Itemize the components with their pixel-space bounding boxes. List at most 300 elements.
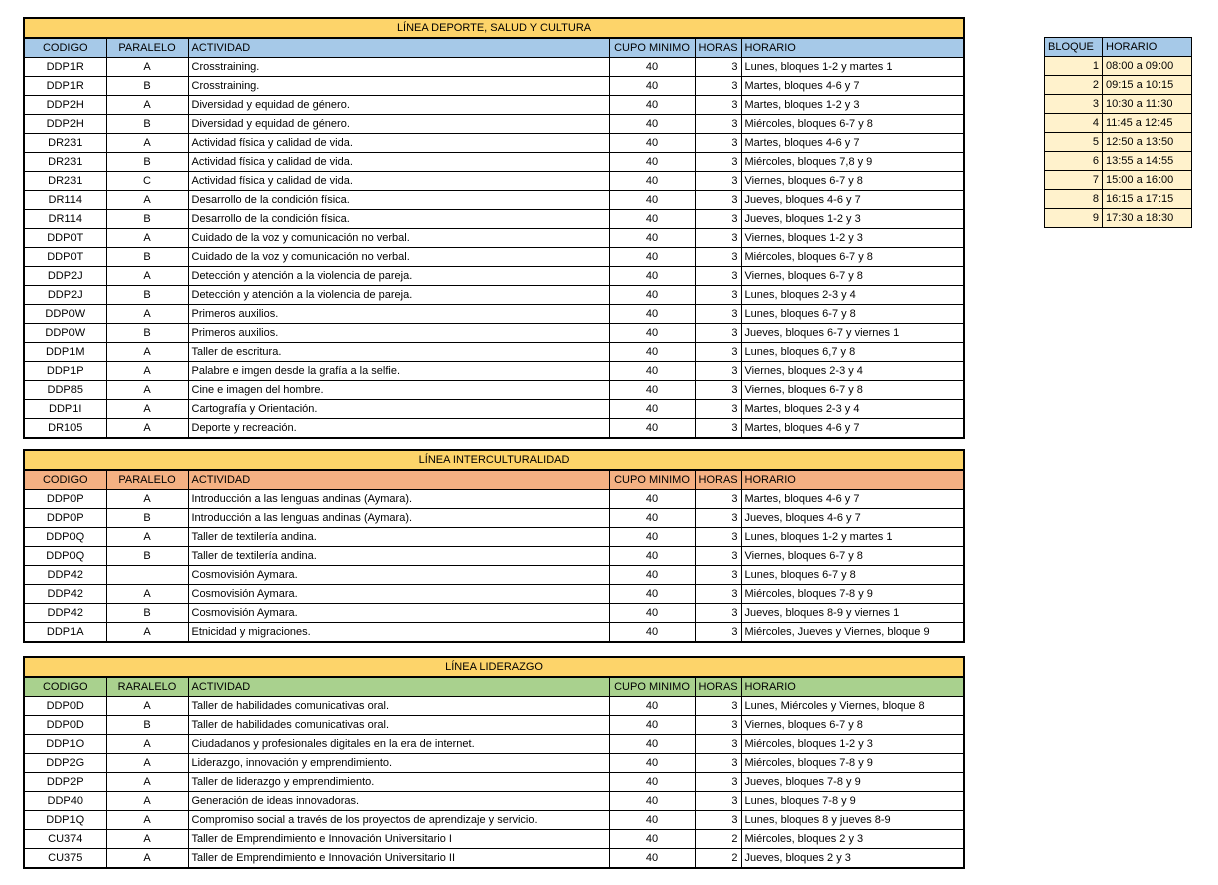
bloque-row	[1045, 57, 1192, 76]
table-row	[24, 585, 964, 604]
cell-horario: Lunes, bloques 6-7 y 8	[741, 566, 964, 585]
cell-paralelo: A	[106, 381, 188, 400]
cell-actividad: Actividad física y calidad de vida.	[188, 134, 609, 153]
cell-codigo: DR231	[24, 153, 106, 172]
cell-horas: 3	[695, 115, 741, 134]
cell-horario: Viernes, bloques 6-7 y 8	[741, 267, 964, 286]
cell-paralelo: C	[106, 172, 188, 191]
bloque-row	[1045, 133, 1192, 152]
cell-actividad: Primeros auxilios.	[188, 324, 609, 343]
cell-paralelo: A	[106, 419, 188, 439]
header-horario: HORARIO	[741, 677, 964, 697]
cell-actividad: Taller de textilería andina.	[188, 547, 609, 566]
cell-actividad: Ciudadanos y profesionales digitales en la era de internet.	[188, 735, 609, 754]
header-horario: HORARIO	[741, 470, 964, 490]
cell-cupo: 40	[609, 77, 695, 96]
cell-cupo: 40	[609, 490, 695, 509]
section-body	[24, 450, 964, 642]
cell-actividad: Cine e imagen del hombre.	[188, 381, 609, 400]
table-row	[24, 248, 964, 267]
cell-paralelo: A	[106, 849, 188, 869]
cell-codigo: DDP42	[24, 566, 106, 585]
cell-horas: 3	[695, 210, 741, 229]
cell-horario: Jueves, bloques 1-2 y 3	[741, 210, 964, 229]
cell-horario: Jueves, bloques 4-6 y 7	[741, 509, 964, 528]
table-row	[24, 830, 964, 849]
cell-horas: 3	[695, 716, 741, 735]
cell-codigo: DDP2H	[24, 115, 106, 134]
section-title-row	[24, 450, 964, 470]
cell-horario: Miércoles, bloques 6-7 y 8	[741, 248, 964, 267]
table-row	[24, 547, 964, 566]
bloque-horario: 10:30 a 11:30	[1103, 95, 1192, 114]
cell-horario: Viernes, bloques 2-3 y 4	[741, 362, 964, 381]
table-row	[24, 792, 964, 811]
cell-horario: Jueves, bloques 4-6 y 7	[741, 191, 964, 210]
cell-paralelo: A	[106, 490, 188, 509]
cell-actividad: Crosstraining.	[188, 58, 609, 77]
header-cupo: CUPO MINIMO	[609, 38, 695, 58]
bloque-horario: 13:55 a 14:55	[1103, 152, 1192, 171]
cell-horas: 3	[695, 792, 741, 811]
cell-codigo: DDP0D	[24, 716, 106, 735]
cell-codigo: DDP42	[24, 604, 106, 623]
table-row	[24, 528, 964, 547]
cell-horas: 3	[695, 735, 741, 754]
cell-horas: 3	[695, 229, 741, 248]
cell-horario: Lunes, bloques 2-3 y 4	[741, 286, 964, 305]
table-interculturalidad	[23, 449, 965, 643]
header-codigo: CODIGO	[24, 677, 106, 697]
table-row	[24, 229, 964, 248]
cell-codigo: DDP0Q	[24, 547, 106, 566]
cell-paralelo: B	[106, 324, 188, 343]
table-row	[24, 697, 964, 716]
table-liderazgo	[23, 656, 965, 869]
cell-cupo: 40	[609, 528, 695, 547]
cell-horas: 3	[695, 400, 741, 419]
bloques-header-bloque: BLOQUE	[1045, 38, 1103, 57]
cell-cupo: 40	[609, 716, 695, 735]
cell-actividad: Taller de escritura.	[188, 343, 609, 362]
cell-paralelo: B	[106, 604, 188, 623]
cell-codigo: DDP2P	[24, 773, 106, 792]
cell-horas: 3	[695, 134, 741, 153]
cell-cupo: 40	[609, 305, 695, 324]
cell-actividad: Cosmovisión Aymara.	[188, 566, 609, 585]
cell-codigo: DDP42	[24, 585, 106, 604]
cell-cupo: 40	[609, 830, 695, 849]
cell-horas: 3	[695, 754, 741, 773]
cell-cupo: 40	[609, 400, 695, 419]
cell-horas: 3	[695, 509, 741, 528]
cell-horas: 3	[695, 343, 741, 362]
cell-paralelo: B	[106, 153, 188, 172]
cell-horario: Viernes, bloques 6-7 y 8	[741, 547, 964, 566]
table-row	[24, 490, 964, 509]
cell-codigo: DDP1M	[24, 343, 106, 362]
cell-horario: Martes, bloques 4-6 y 7	[741, 419, 964, 439]
cell-paralelo: B	[106, 115, 188, 134]
bloque-horario: 15:00 a 16:00	[1103, 171, 1192, 190]
header-cupo: CUPO MINIMO	[609, 470, 695, 490]
cell-horas: 3	[695, 191, 741, 210]
cell-horas: 3	[695, 604, 741, 623]
cell-horario: Lunes, bloques 7-8 y 9	[741, 792, 964, 811]
cell-cupo: 40	[609, 58, 695, 77]
cell-cupo: 40	[609, 362, 695, 381]
cell-horario: Lunes, bloques 6-7 y 8	[741, 305, 964, 324]
cell-cupo: 40	[609, 697, 695, 716]
table-row	[24, 286, 964, 305]
cell-horas: 3	[695, 153, 741, 172]
cell-actividad: Cosmovisión Aymara.	[188, 585, 609, 604]
cell-horas: 3	[695, 96, 741, 115]
cell-cupo: 40	[609, 153, 695, 172]
section-title-row	[24, 657, 964, 677]
header-horas: HORAS	[695, 38, 741, 58]
cell-paralelo: A	[106, 811, 188, 830]
table-row	[24, 754, 964, 773]
cell-actividad: Taller de textilería andina.	[188, 528, 609, 547]
cell-actividad: Taller de habilidades comunicativas oral.	[188, 697, 609, 716]
table-row	[24, 604, 964, 623]
cell-paralelo: A	[106, 400, 188, 419]
cell-paralelo: B	[106, 716, 188, 735]
table-row	[24, 210, 964, 229]
cell-horario: Martes, bloques 4-6 y 7	[741, 77, 964, 96]
cell-horario: Miércoles, bloques 1-2 y 3	[741, 735, 964, 754]
header-codigo: CODIGO	[24, 470, 106, 490]
cell-paralelo: A	[106, 623, 188, 643]
cell-cupo: 40	[609, 585, 695, 604]
cell-horario: Viernes, bloques 1-2 y 3	[741, 229, 964, 248]
cell-horario: Martes, bloques 4-6 y 7	[741, 490, 964, 509]
table-row	[24, 381, 964, 400]
bloque-horario: 09:15 a 10:15	[1103, 76, 1192, 95]
cell-paralelo: A	[106, 830, 188, 849]
table-row	[24, 849, 964, 869]
cell-horas: 3	[695, 381, 741, 400]
cell-actividad: Cartografía y Orientación.	[188, 400, 609, 419]
cell-paralelo: B	[106, 248, 188, 267]
cell-codigo: DDP1Q	[24, 811, 106, 830]
cell-codigo: DDP0P	[24, 490, 106, 509]
cell-actividad: Diversidad y equidad de género.	[188, 96, 609, 115]
table-row	[24, 362, 964, 381]
cell-horas: 3	[695, 58, 741, 77]
cell-paralelo: A	[106, 754, 188, 773]
cell-horario: Jueves, bloques 6-7 y viernes 1	[741, 324, 964, 343]
cell-codigo: DDP0D	[24, 697, 106, 716]
column-header-row	[24, 470, 964, 490]
cell-paralelo: A	[106, 528, 188, 547]
bloque-number: 3	[1045, 95, 1103, 114]
cell-actividad: Desarrollo de la condición física.	[188, 191, 609, 210]
cell-paralelo: A	[106, 191, 188, 210]
cell-codigo: DDP2G	[24, 754, 106, 773]
bloque-number: 1	[1045, 57, 1103, 76]
bloque-number: 5	[1045, 133, 1103, 152]
cell-cupo: 40	[609, 849, 695, 869]
cell-horario: Miércoles, Jueves y Viernes, bloque 9	[741, 623, 964, 643]
bloque-number: 8	[1045, 190, 1103, 209]
cell-horario: Jueves, bloques 2 y 3	[741, 849, 964, 869]
header-paralelo: PARALELO	[106, 470, 188, 490]
cell-cupo: 40	[609, 96, 695, 115]
table-row	[24, 172, 964, 191]
cell-horario: Lunes, bloques 1-2 y martes 1	[741, 58, 964, 77]
table-bloques	[1044, 37, 1192, 228]
cell-actividad: Taller de Emprendimiento e Innovación Universitario II	[188, 849, 609, 869]
table-row	[24, 623, 964, 643]
cell-cupo: 40	[609, 623, 695, 643]
cell-horas: 3	[695, 585, 741, 604]
cell-horario: Martes, bloques 1-2 y 3	[741, 96, 964, 115]
bloque-horario: 17:30 a 18:30	[1103, 209, 1192, 228]
section-title: LÍNEA DEPORTE, SALUD Y CULTURA	[24, 18, 964, 38]
header-actividad: ACTIVIDAD	[188, 470, 609, 490]
cell-codigo: DDP2H	[24, 96, 106, 115]
header-paralelo: PARALELO	[106, 38, 188, 58]
cell-actividad: Introducción a las lenguas andinas (Aymara).	[188, 509, 609, 528]
cell-cupo: 40	[609, 811, 695, 830]
cell-horas: 3	[695, 267, 741, 286]
table-row	[24, 77, 964, 96]
cell-actividad: Detección y atención a la violencia de pareja.	[188, 267, 609, 286]
cell-actividad: Palabre e imgen desde la grafía a la selfie.	[188, 362, 609, 381]
cell-codigo: DDP0W	[24, 324, 106, 343]
cell-codigo: DDP0T	[24, 248, 106, 267]
header-cupo: CUPO MINIMO	[609, 677, 695, 697]
table-row	[24, 716, 964, 735]
cell-paralelo: A	[106, 267, 188, 286]
cell-horario: Viernes, bloques 6-7 y 8	[741, 172, 964, 191]
header-paralelo: RARALELO	[106, 677, 188, 697]
cell-horas: 3	[695, 490, 741, 509]
cell-cupo: 40	[609, 134, 695, 153]
table-row	[24, 324, 964, 343]
cell-codigo: DDP40	[24, 792, 106, 811]
cell-horario: Lunes, bloques 1-2 y martes 1	[741, 528, 964, 547]
bloque-horario: 12:50 a 13:50	[1103, 133, 1192, 152]
cell-cupo: 40	[609, 115, 695, 134]
cell-horas: 3	[695, 286, 741, 305]
cell-horas: 3	[695, 419, 741, 439]
cell-horas: 3	[695, 566, 741, 585]
cell-codigo: DDP1R	[24, 58, 106, 77]
cell-horas: 2	[695, 830, 741, 849]
cell-actividad: Taller de habilidades comunicativas oral.	[188, 716, 609, 735]
cell-horario: Lunes, bloques 6,7 y 8	[741, 343, 964, 362]
cell-paralelo	[106, 566, 188, 585]
cell-horas: 3	[695, 773, 741, 792]
section-body	[24, 18, 964, 438]
cell-paralelo: A	[106, 697, 188, 716]
bloque-number: 2	[1045, 76, 1103, 95]
cell-paralelo: B	[106, 286, 188, 305]
cell-codigo: DR231	[24, 172, 106, 191]
table-row	[24, 96, 964, 115]
table-row	[24, 400, 964, 419]
cell-horas: 3	[695, 811, 741, 830]
cell-paralelo: A	[106, 792, 188, 811]
section-title: LÍNEA INTERCULTURALIDAD	[24, 450, 964, 470]
cell-actividad: Generación de ideas innovadoras.	[188, 792, 609, 811]
bloque-row	[1045, 76, 1192, 95]
cell-horas: 3	[695, 362, 741, 381]
cell-paralelo: A	[106, 362, 188, 381]
cell-cupo: 40	[609, 248, 695, 267]
table-row	[24, 115, 964, 134]
cell-codigo: DDP1O	[24, 735, 106, 754]
table-row	[24, 191, 964, 210]
cell-paralelo: A	[106, 134, 188, 153]
cell-horas: 3	[695, 697, 741, 716]
cell-actividad: Compromiso social a través de los proyectos de aprendizaje y servicio.	[188, 811, 609, 830]
cell-horario: Lunes, bloques 8 y jueves 8-9	[741, 811, 964, 830]
table-row	[24, 566, 964, 585]
cell-paralelo: B	[106, 210, 188, 229]
cell-actividad: Diversidad y equidad de género.	[188, 115, 609, 134]
cell-paralelo: A	[106, 305, 188, 324]
column-header-row	[24, 38, 964, 58]
table-row	[24, 509, 964, 528]
cell-actividad: Cuidado de la voz y comunicación no verbal.	[188, 229, 609, 248]
cell-paralelo: A	[106, 585, 188, 604]
cell-codigo: DDP2J	[24, 267, 106, 286]
table-row	[24, 153, 964, 172]
cell-cupo: 40	[609, 509, 695, 528]
cell-codigo: CU374	[24, 830, 106, 849]
cell-horario: Miércoles, bloques 2 y 3	[741, 830, 964, 849]
cell-horas: 3	[695, 623, 741, 643]
cell-paralelo: A	[106, 773, 188, 792]
header-actividad: ACTIVIDAD	[188, 38, 609, 58]
table-row	[24, 811, 964, 830]
cell-cupo: 40	[609, 419, 695, 439]
bloques-header-row	[1045, 38, 1192, 57]
cell-cupo: 40	[609, 343, 695, 362]
cell-codigo: DDP2J	[24, 286, 106, 305]
column-header-row	[24, 677, 964, 697]
header-actividad: ACTIVIDAD	[188, 677, 609, 697]
cell-codigo: DDP0P	[24, 509, 106, 528]
cell-actividad: Desarrollo de la condición física.	[188, 210, 609, 229]
cell-cupo: 40	[609, 604, 695, 623]
bloque-row	[1045, 95, 1192, 114]
cell-codigo: DR114	[24, 210, 106, 229]
cell-codigo: DR114	[24, 191, 106, 210]
bloque-horario: 11:45 a 12:45	[1103, 114, 1192, 133]
cell-paralelo: A	[106, 343, 188, 362]
cell-codigo: DDP0W	[24, 305, 106, 324]
cell-horas: 3	[695, 528, 741, 547]
cell-actividad: Etnicidad y migraciones.	[188, 623, 609, 643]
cell-cupo: 40	[609, 172, 695, 191]
cell-codigo: DR105	[24, 419, 106, 439]
table-row	[24, 305, 964, 324]
cell-cupo: 40	[609, 547, 695, 566]
table-row	[24, 343, 964, 362]
cell-paralelo: A	[106, 96, 188, 115]
bloque-row	[1045, 209, 1192, 228]
cell-codigo: DDP85	[24, 381, 106, 400]
cell-actividad: Introducción a las lenguas andinas (Aymara).	[188, 490, 609, 509]
bloque-number: 7	[1045, 171, 1103, 190]
cell-actividad: Cosmovisión Aymara.	[188, 604, 609, 623]
cell-cupo: 40	[609, 754, 695, 773]
cell-actividad: Crosstraining.	[188, 77, 609, 96]
cell-actividad: Detección y atención a la violencia de pareja.	[188, 286, 609, 305]
bloque-row	[1045, 190, 1192, 209]
cell-codigo: CU375	[24, 849, 106, 869]
cell-actividad: Liderazgo, innovación y emprendimiento.	[188, 754, 609, 773]
cell-horario: Viernes, bloques 6-7 y 8	[741, 381, 964, 400]
cell-paralelo: B	[106, 77, 188, 96]
cell-actividad: Taller de Emprendimiento e Innovación Universitario I	[188, 830, 609, 849]
cell-horario: Jueves, bloques 7-8 y 9	[741, 773, 964, 792]
header-horas: HORAS	[695, 677, 741, 697]
cell-cupo: 40	[609, 229, 695, 248]
cell-paralelo: B	[106, 547, 188, 566]
section-title-row	[24, 18, 964, 38]
header-horas: HORAS	[695, 470, 741, 490]
cell-horas: 3	[695, 248, 741, 267]
cell-cupo: 40	[609, 267, 695, 286]
bloque-row	[1045, 114, 1192, 133]
cell-paralelo: A	[106, 229, 188, 248]
table-row	[24, 419, 964, 439]
bloque-number: 6	[1045, 152, 1103, 171]
cell-horas: 3	[695, 324, 741, 343]
cell-codigo: DDP0Q	[24, 528, 106, 547]
cell-cupo: 40	[609, 735, 695, 754]
cell-cupo: 40	[609, 381, 695, 400]
cell-horas: 3	[695, 305, 741, 324]
cell-paralelo: A	[106, 58, 188, 77]
bloque-horario: 16:15 a 17:15	[1103, 190, 1192, 209]
cell-horas: 3	[695, 547, 741, 566]
cell-actividad: Deporte y recreación.	[188, 419, 609, 439]
cell-horas: 2	[695, 849, 741, 869]
bloque-number: 4	[1045, 114, 1103, 133]
table-row	[24, 773, 964, 792]
header-horario: HORARIO	[741, 38, 964, 58]
section-title: LÍNEA LIDERAZGO	[24, 657, 964, 677]
table-deporte	[23, 17, 965, 439]
bloques-header-horario: HORARIO	[1103, 38, 1192, 57]
cell-cupo: 40	[609, 566, 695, 585]
table-row	[24, 267, 964, 286]
cell-cupo: 40	[609, 286, 695, 305]
cell-cupo: 40	[609, 773, 695, 792]
cell-codigo: DDP1P	[24, 362, 106, 381]
table-row	[24, 58, 964, 77]
cell-codigo: DDP0T	[24, 229, 106, 248]
cell-cupo: 40	[609, 210, 695, 229]
cell-codigo: DDP1A	[24, 623, 106, 643]
cell-cupo: 40	[609, 191, 695, 210]
cell-cupo: 40	[609, 324, 695, 343]
cell-horario: Lunes, Miércoles y Viernes, bloque 8	[741, 697, 964, 716]
table-row	[24, 735, 964, 754]
cell-horario: Miércoles, bloques 7,8 y 9	[741, 153, 964, 172]
cell-actividad: Actividad física y calidad de vida.	[188, 153, 609, 172]
bloque-row	[1045, 171, 1192, 190]
cell-codigo: DDP1R	[24, 77, 106, 96]
cell-horario: Viernes, bloques 6-7 y 8	[741, 716, 964, 735]
